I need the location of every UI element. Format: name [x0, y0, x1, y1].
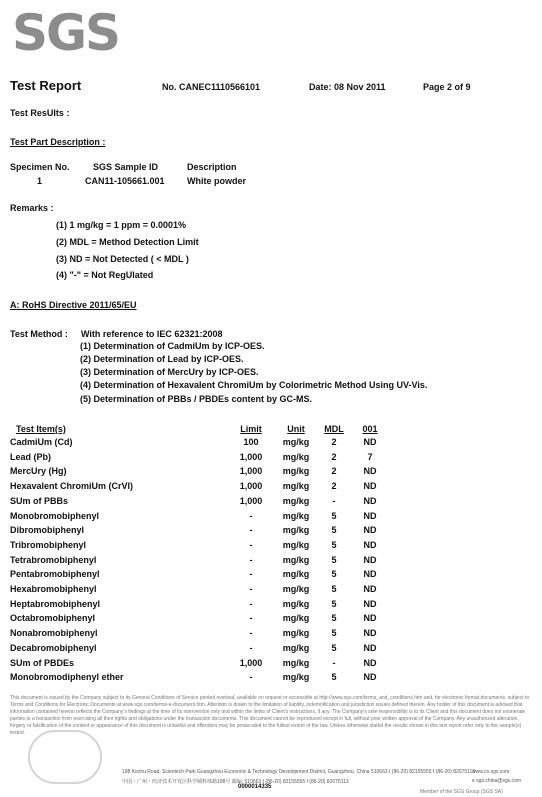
table-row [10, 511, 410, 525]
cell-test-item: Tribromobiphenyl [10, 539, 87, 550]
cell-result: ND [363, 569, 377, 580]
cell-result: ND [363, 598, 377, 609]
cell-result: ND [363, 510, 377, 521]
test-method-item: (4) Determination of Hexavalent ChromiUm by Colorimetric Method Using UV-Vis. [80, 380, 428, 390]
cell-test-item: Nonabromobiphenyl [10, 628, 98, 639]
cell-unit: mg/kg [282, 657, 310, 668]
cell-limit: 1,000 [239, 495, 263, 506]
remark-item: (3) ND = Not Detected ( < MDL ) [56, 254, 189, 264]
cell-unit: mg/kg [282, 628, 310, 639]
remark-item: (2) MDL = Method Detection Limit [56, 237, 199, 247]
cell-unit: mg/kg [282, 481, 310, 492]
col-header-unit: Unit [287, 424, 305, 434]
cell-unit: mg/kg [282, 525, 310, 536]
cell-unit: mg/kg [282, 598, 310, 609]
table-row [10, 466, 410, 480]
table-row [10, 643, 410, 657]
cell-mdl: 2 [331, 437, 337, 447]
cell-unit: mg/kg [282, 554, 310, 565]
cell-limit: - [249, 672, 253, 683]
test-method-reference: With reference to IEC 62321:2008 [81, 329, 223, 339]
specimen-header-no: Specimen No. [10, 162, 70, 172]
specimen-header-id: SGS Sample ID [93, 162, 159, 172]
serial-number: 0000014335 [238, 784, 272, 790]
table-row [10, 599, 410, 613]
cell-mdl: 5 [331, 510, 337, 521]
table-row [10, 584, 410, 598]
cell-result: ND [363, 495, 377, 506]
cell-test-item: SUm of PBDEs [10, 657, 75, 668]
cell-mdl: 2 [331, 451, 337, 462]
cell-mdl: - [332, 657, 336, 668]
footer-email: e sgs.china@sgs.com [472, 778, 521, 784]
cell-unit: mg/kg [282, 451, 310, 462]
cell-result: ND [363, 554, 377, 565]
section-a-heading: A: RoHS Directive 2011/65/EU [10, 300, 137, 310]
cell-mdl: - [332, 495, 336, 506]
cell-result: 7 [367, 451, 373, 462]
cell-limit: - [249, 613, 253, 624]
cell-mdl: 5 [331, 628, 337, 639]
remark-item: (1) 1 mg/kg = 1 ppm = 0.0001% [56, 220, 187, 230]
table-row [10, 481, 410, 495]
cell-test-item: Decabromobiphenyl [10, 642, 97, 653]
cell-test-item: Lead (Pb) [10, 451, 52, 462]
report-title: Test Report [10, 78, 82, 93]
col-header-mdl: MDL [324, 424, 344, 434]
cell-test-item: Pentabromobiphenyl [10, 569, 100, 580]
cell-result: ND [363, 584, 377, 594]
cell-result: ND [363, 539, 377, 550]
cell-limit: - [249, 598, 253, 609]
cell-limit: - [249, 584, 253, 594]
footer-address-cn: 中国・广州・经济技术开发区科学城科珠路198号 邮编: 510663 t (86-20) 82155555 f (86-20) 82075113 [122, 779, 349, 785]
cell-limit: 100 [243, 437, 259, 447]
cell-limit: - [249, 628, 253, 639]
specimen-number: 1 [37, 176, 43, 186]
sgs-logo: SGS [12, 4, 120, 62]
table-row [10, 569, 410, 583]
remark-item: (4) "-" = Not RegUlated [56, 270, 154, 280]
cell-test-item: SUm of PBBs [10, 495, 69, 506]
table-row [10, 496, 410, 510]
table-row [10, 452, 410, 466]
specimen-sample-id: CAN11-105661.001 [85, 176, 165, 186]
cell-result: ND [363, 657, 377, 668]
cell-mdl: 5 [331, 584, 337, 594]
cell-limit: - [249, 510, 253, 521]
cell-unit: mg/kg [282, 613, 310, 624]
footer-address-en: 198 Kezhu Road, Scientech Park Guangzhou Economic & Technology Development District, Guangzhou, China 510663 t (86-20) 82155555 f (86-20) 82075113 [122, 769, 476, 775]
cell-limit: 1,000 [239, 657, 263, 668]
report-date: Date: 08 Nov 2011 [309, 82, 386, 92]
table-row [10, 540, 410, 554]
results-heading: Test ResUlts : [10, 108, 70, 118]
test-method-item: (5) Determination of PBBs / PBDEs content by GC-MS. [80, 394, 313, 404]
cell-result: ND [363, 525, 377, 536]
sgs-stamp-icon [28, 730, 102, 784]
col-header-limit: Limit [240, 424, 262, 434]
test-method-item: (3) Determination of MercUry by ICP-OES. [80, 367, 259, 377]
cell-limit: - [249, 525, 253, 536]
cell-result: ND [363, 628, 377, 639]
cell-limit: 1,000 [239, 481, 263, 492]
cell-test-item: Monobromodiphenyl ether [10, 672, 124, 683]
cell-test-item: Hexavalent ChromiUm (CrVI) [10, 481, 134, 492]
table-row [10, 658, 410, 672]
cell-result: ND [363, 481, 377, 492]
cell-unit: mg/kg [282, 466, 310, 477]
cell-test-item: CadmiUm (Cd) [10, 437, 73, 447]
table-row [10, 628, 410, 642]
cell-unit: mg/kg [282, 569, 310, 580]
cell-mdl: 5 [331, 569, 337, 580]
report-number: No. CANEC1110566101 [162, 82, 261, 92]
cell-mdl: 5 [331, 598, 337, 609]
cell-mdl: 2 [331, 466, 337, 477]
table-row [10, 555, 410, 569]
cell-unit: mg/kg [282, 539, 310, 550]
cell-limit: - [249, 554, 253, 565]
test-method-item: (1) Determination of CadmiUm by ICP-OES. [80, 341, 265, 351]
page-indicator: Page 2 of 9 [423, 82, 471, 92]
cell-unit: mg/kg [282, 510, 310, 521]
results-table-header [10, 424, 410, 438]
footer-web: www.cn.sgs.com [472, 769, 510, 775]
cell-unit: mg/kg [282, 672, 310, 683]
cell-limit: - [249, 539, 253, 550]
cell-mdl: 5 [331, 539, 337, 550]
cell-limit: 1,000 [239, 451, 263, 462]
cell-mdl: 5 [331, 672, 337, 683]
cell-limit: - [249, 642, 253, 653]
cell-result: ND [363, 466, 377, 477]
cell-test-item: Tetrabromobiphenyl [10, 554, 97, 565]
cell-test-item: Octabromobiphenyl [10, 613, 96, 624]
cell-unit: mg/kg [282, 584, 310, 594]
cell-test-item: Dibromobiphenyl [10, 525, 84, 536]
cell-result: ND [363, 437, 377, 447]
table-row [10, 437, 410, 451]
specimen-description: White powder [187, 176, 246, 186]
cell-limit: - [249, 569, 253, 580]
cell-result: ND [363, 613, 377, 624]
test-method-item: (2) Determination of Lead by ICP-OES. [80, 354, 244, 364]
cell-result: ND [363, 642, 377, 653]
cell-test-item: Hexabromobiphenyl [10, 584, 97, 594]
table-row [10, 525, 410, 539]
cell-mdl: 2 [331, 481, 337, 492]
col-header-test-items: Test Item(s) [16, 424, 66, 434]
table-row [10, 672, 410, 686]
test-method-label: Test Method : [10, 329, 68, 339]
footer-member: Member of the SGS Group (SGS SA) [420, 789, 503, 795]
remarks-heading: Remarks : [10, 203, 54, 213]
cell-unit: mg/kg [282, 495, 310, 506]
part-description-heading: Test Part Description : [10, 137, 106, 147]
cell-mdl: 5 [331, 642, 337, 653]
cell-unit: mg/kg [282, 437, 310, 447]
cell-test-item: Heptabromobiphenyl [10, 598, 101, 609]
cell-mdl: 5 [331, 613, 337, 624]
specimen-header-description: Description [187, 162, 237, 172]
footer-disclaimer: This document is issued by the Company subject to its General Conditions of Service printed overleaf, available on request or accessible at http://www.sgs.com/terms_and_conditions.htm and, for electronic format documents, subject to Terms and Conditions for Electronic Documents at www.sgs.com/terms-e-document.htm. Attention is drawn to the limitation of liability, indemnification and jurisdiction issues defined therein. Any holder of this document is advised that information contained hereon reflects the Company's findings at the time of its intervention only and within the limits of Client's instructions, if any. The Company's sole responsibility is to its Client and this document does not exonerate parties to a transaction from exercising all their rights and obligations under the transaction documents. This document cannot be reproduced except in full, without prior written approval of the Company. Any unauthorized alteration, forgery or falsification of the content or appearance of this document is unlawful and offenders may be prosecuted to the fullest extent of the law. Unless otherwise stated the results shown in this test report refer only to the sample(s) tested. [10, 695, 530, 736]
cell-mdl: 5 [331, 525, 337, 536]
cell-test-item: MercUry (Hg) [10, 466, 67, 477]
cell-unit: mg/kg [282, 642, 310, 653]
table-row [10, 613, 410, 627]
col-header-001: 001 [362, 424, 378, 434]
cell-test-item: Monobromobiphenyl [10, 510, 99, 521]
cell-result: ND [363, 672, 377, 683]
cell-mdl: 5 [331, 554, 337, 565]
cell-limit: 1,000 [239, 466, 263, 477]
